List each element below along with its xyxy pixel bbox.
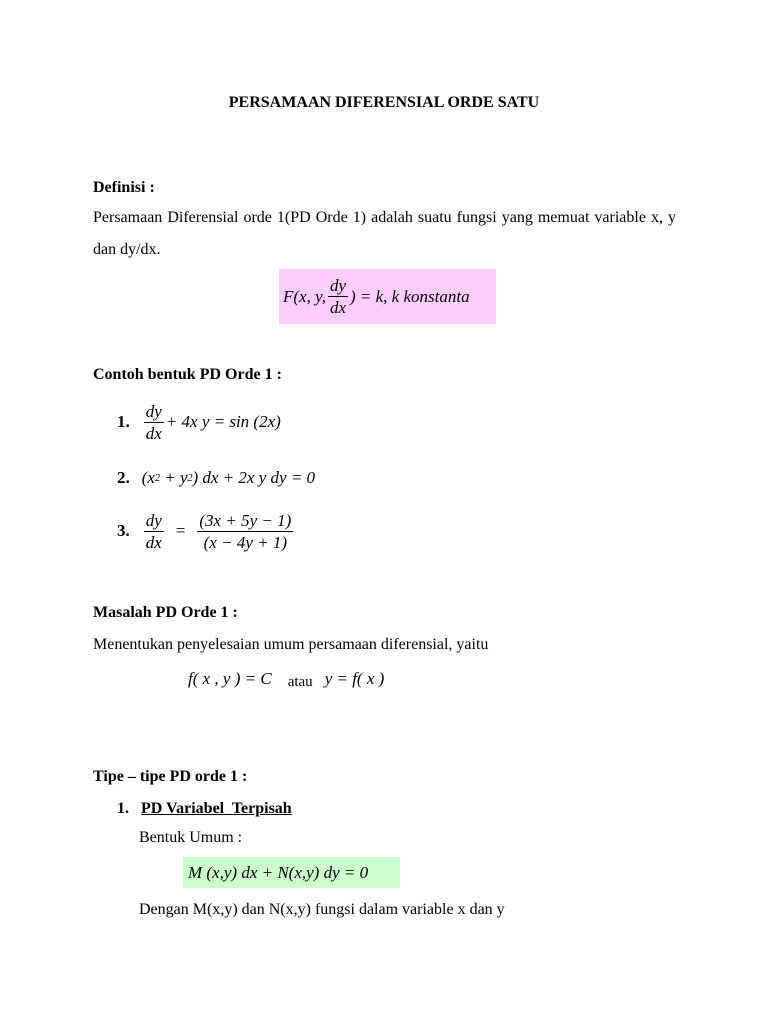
tipe-item-1-title: PD Variabel Terpisah — [141, 800, 292, 817]
contoh-item-1-numerator: dy — [145, 401, 162, 421]
masalah-equation — [188, 666, 384, 692]
contoh-item-1-denominator: dx — [145, 423, 162, 443]
contoh-item-1-rest: + 4x y = sin (2x) — [165, 412, 281, 431]
definisi-heading: Definisi : — [93, 179, 155, 196]
tipe-item-1-number: 1. — [117, 800, 129, 817]
contoh-item-2 — [117, 464, 315, 492]
definisi-eq-numerator: dy — [329, 276, 346, 295]
contoh-item-3-lhs-denominator: dx — [145, 532, 162, 552]
contoh-item-3-number: 3. — [117, 521, 130, 540]
contoh-heading: Contoh bentuk PD Orde 1 : — [93, 366, 282, 383]
contoh-item-1 — [117, 398, 281, 446]
bentuk-umum-equation — [183, 857, 400, 888]
contoh-item-3-rhs-denominator: (x − 4y + 1) — [203, 532, 287, 552]
definisi-eq-prefix: F(x, y, — [283, 286, 326, 306]
contoh-item-3-rhs-numerator: (3x + 5y − 1) — [199, 510, 292, 530]
definisi-text: Persamaan Diferensial orde 1(PD Orde 1) adalah suatu fungsi yang memuat variable x, y dan dy/dx. — [93, 209, 676, 258]
contoh-item-3-rhs-fraction — [197, 511, 293, 552]
contoh-item-2-part-c: ) dx + 2x y dy = 0 — [192, 468, 316, 487]
definisi-equation — [279, 269, 496, 324]
contoh-item-2-sup-b: 2 — [187, 472, 193, 484]
contoh-item-3-equals: = — [175, 521, 186, 540]
bentuk-umum-label: Bentuk Umum : — [139, 829, 243, 846]
contoh-item-2-part-b: + y — [159, 468, 188, 487]
definisi-eq-suffix: ) = k, k konstanta — [350, 286, 470, 306]
masalah-atau: atau — [287, 673, 313, 690]
bentuk-umum-eq-text: M (x,y) dx + N(x,y) dy = 0 — [188, 862, 369, 882]
tipe-item-1 — [117, 800, 292, 818]
contoh-item-2-part-a: (x — [141, 468, 155, 487]
contoh-item-3-lhs-numerator: dy — [145, 510, 162, 530]
contoh-item-2-number: 2. — [117, 468, 130, 487]
definisi-eq-denominator: dx — [329, 298, 346, 317]
masalah-eq-left: f( x , y ) = C — [188, 669, 272, 688]
definisi-eq-fraction — [328, 276, 348, 317]
contoh-item-1-number: 1. — [117, 412, 130, 431]
masalah-text: Menentukan penyelesaian umum persamaan diferensial, yaitu — [93, 636, 489, 653]
tipe-heading: Tipe – tipe PD orde 1 : — [93, 768, 248, 785]
contoh-item-2-sup-a: 2 — [154, 472, 160, 484]
contoh-item-3-lhs-fraction — [144, 511, 164, 552]
contoh-item-1-fraction — [144, 402, 164, 443]
tipe-description: Dengan M(x,y) dan N(x,y) fungsi dalam variable x dan y — [139, 901, 505, 918]
page-title: PERSAMAAN DIFERENSIAL ORDE SATU — [228, 94, 540, 111]
masalah-heading: Masalah PD Orde 1 : — [93, 604, 238, 621]
masalah-eq-right: y = f( x ) — [324, 669, 385, 688]
contoh-item-3 — [117, 506, 295, 556]
